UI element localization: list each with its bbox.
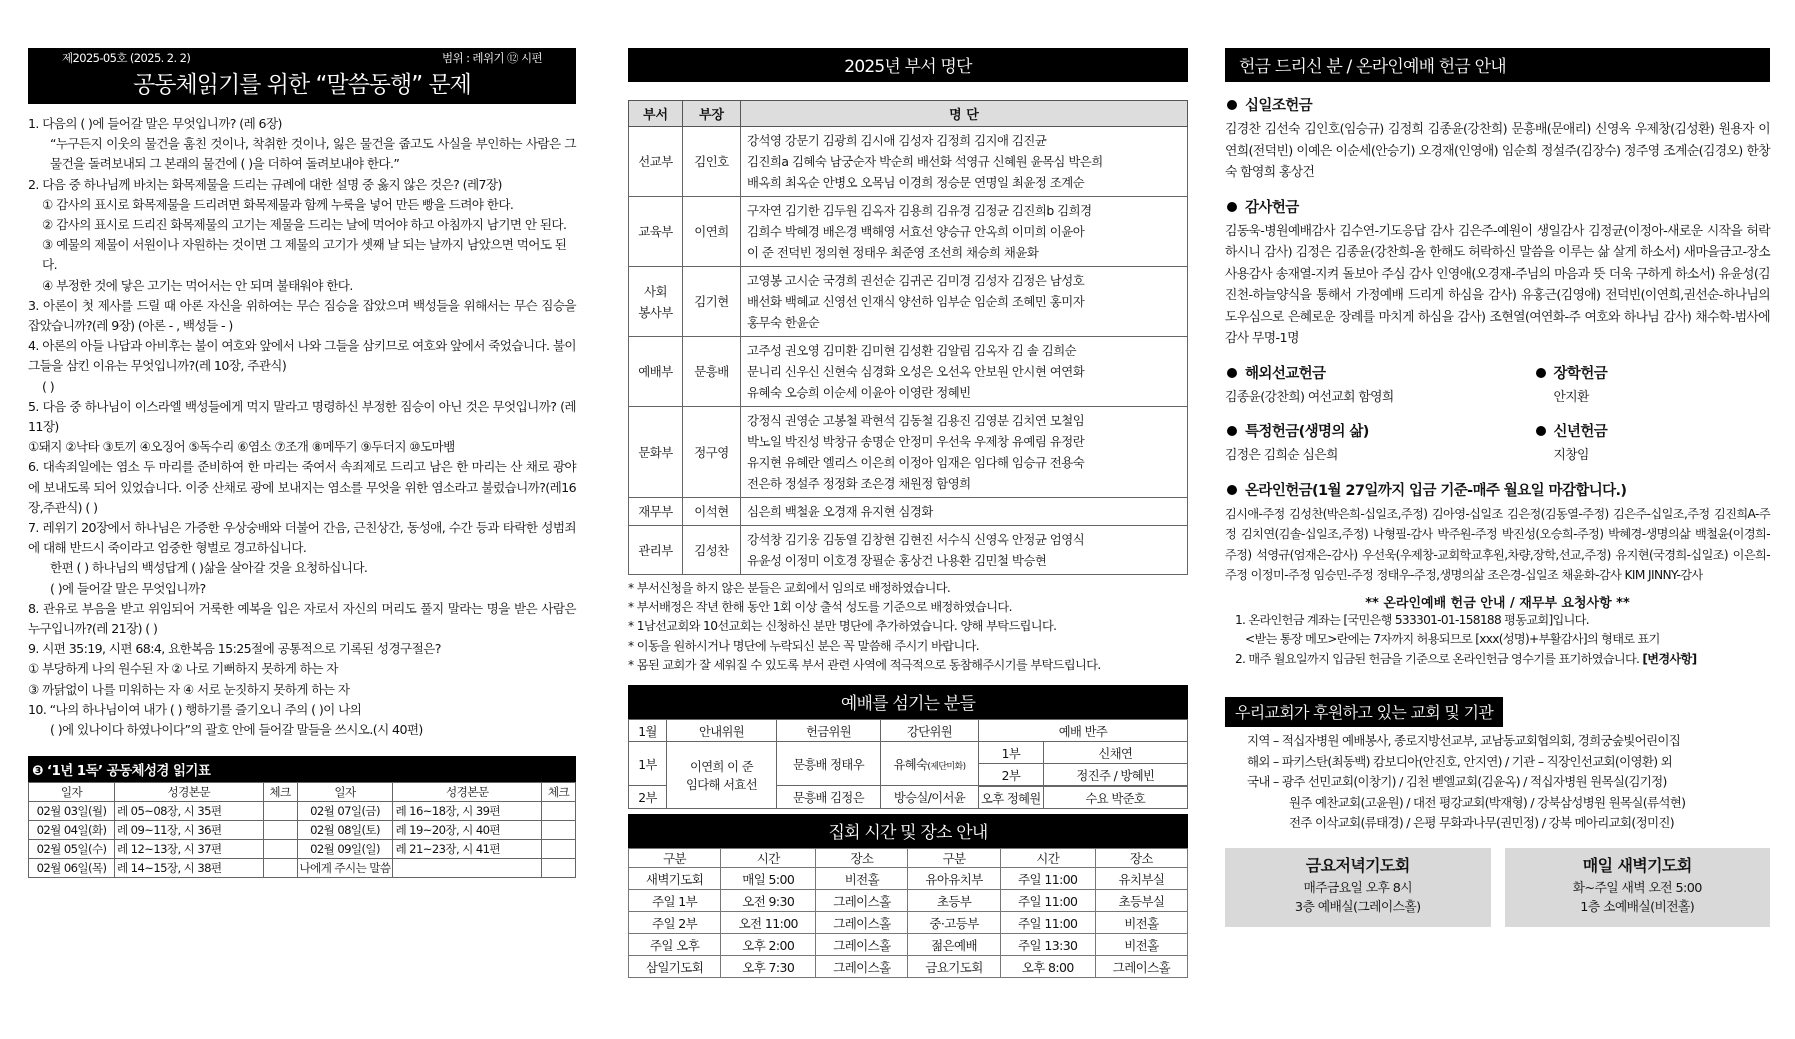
schedule-cell: 그레이스홀 (1095, 956, 1187, 978)
dept-name: 예배부 (629, 337, 683, 407)
plan-cell: 02월 04일(화) (29, 821, 115, 840)
schedule-cell: 주일 11:00 (1000, 912, 1095, 934)
support-domestic: 국내 – 광주 선민교회(이창기) / 김천 벧엘교회(김윤옥) / 적십자병원 원목실(김기정) (1247, 774, 1667, 789)
mission-scholar-row (1225, 350, 1770, 409)
question-10: 10. “나의 하나님이여 내가 ( ) 행하기를 즐기오니 주의 ( )이 나의 (28, 701, 362, 717)
tithe-heading (1225, 94, 1770, 115)
bullet-icon (1536, 426, 1546, 436)
plan-cell: 02월 06일(목) (29, 859, 115, 878)
plan-cell: 레 19~20장, 시 40편 (393, 821, 542, 840)
schedule-cell: 유아유치부 (908, 868, 1000, 890)
mission-heading-text: 해외선교헌금 (1245, 365, 1326, 382)
dept-head: 김인호 (683, 127, 741, 197)
member-line: 강석창 김기웅 김동열 김창현 김현진 서수식 신영옥 안정균 엄영식 (747, 532, 1085, 547)
member-line: 유지현 유혜란 엘리스 이은희 이정아 임재은 임다해 임승규 전용숙 (747, 455, 1085, 470)
acc-wednesday: 수요 박준호 (1043, 787, 1187, 809)
dawn-prayer-box (1505, 848, 1771, 927)
member-line: 배옥희 최옥순 안병오 오목님 이경희 정승문 연명일 최윤정 조계순 (747, 175, 1085, 190)
dept-row (629, 337, 1188, 407)
schedule-cell: 중·고등부 (908, 912, 1000, 934)
issue-number: 제2025-05호 (2025. 2. 2) (62, 51, 191, 65)
dept-members (741, 526, 1188, 575)
plan-cell (542, 840, 576, 859)
guide-header: 안내위원 (667, 720, 777, 742)
schedule-header: 장소 (1095, 849, 1187, 868)
question-9-options: ③ 까닭없이 나를 미워하는 자 ④ 서로 눈짓하지 못하게 하는 자 (28, 681, 350, 697)
dept-members (741, 197, 1188, 267)
question-2-option: ③ 예물의 제물이 서원이나 자원하는 것이면 그 제물의 고기가 셋째 날 되는 날까지 남았으면 먹어도 된다. (42, 237, 567, 273)
schedule-cell: 그레이스홀 (816, 890, 908, 912)
schedule-cell: 유치부실 (1095, 868, 1187, 890)
plan-header: 성경본문 (393, 783, 542, 802)
friday-prayer-time: 매주금요일 오후 8시 (1303, 880, 1413, 896)
dept-head: 김기현 (683, 267, 741, 337)
bullet-icon (1227, 426, 1237, 436)
schedule-header: 시간 (721, 849, 816, 868)
plan-cell: 레 09~11장, 시 36편 (115, 821, 264, 840)
online-heading (1225, 479, 1770, 500)
plan-cell: 02월 03일(월) (29, 802, 115, 821)
scholar-heading-text: 장학헌금 (1553, 365, 1608, 382)
new-year-heading-text: 신년헌금 (1553, 424, 1608, 440)
schedule-cell: 주일 2부 (629, 912, 721, 934)
department-list-title: 2025년 부서 명단 (628, 48, 1188, 82)
thanks-names: 김동욱-병원예배감사 김수연-기도응답 감사 김은주-예원이 생일감사 김정균(이정아-새로운 시작을 허락하시니 감사) 김정은 김종윤(강찬희-올 한해도 허락하신 말씀을 이루는 삶 살게 하소서) 새마을금고-장소사용감사 송재열-지켜 돌보아 주심 감사 인영애(오경재-주님의 마음과 뜻 더욱 구하게 하소서) 유윤성(김진천-하늘양식을 통해서 가정예배 드리게 하심을 감사) 유홍근(김영애) 전덕빈(이연희,권선순-하나님의 도우심으로 은혜로운 장례를 마치게 하심을 감사) 조현열(여연화-주 여호와 하나님 감사) 채수학-범사에 감사 무명-1명 (1225, 223, 1770, 346)
dept-head: 이연희 (683, 197, 741, 267)
friday-prayer-place: 3층 예배실(그레이스홀) (1294, 899, 1421, 915)
member-line: 홍무숙 한윤순 (747, 315, 820, 330)
question-1: 1. 다음의 ( )에 들어갈 말은 무엇입니까? (레 6장) (28, 116, 282, 131)
dept-name: 재무부 (629, 498, 683, 526)
question-7: 7. 레위기 20장에서 하나님은 가증한 우상숭배와 더불어 간음, 근친상간, 동성애, 수간 등과 타락한 성범죄에 대해 반드시 죽이라고 엄중한 형벌로 경고하십니다. (28, 520, 576, 556)
bullet-icon (1227, 485, 1237, 495)
plan-header: 일자 (297, 783, 393, 802)
note-line: * 몸된 교회가 잘 세워질 수 있도록 부서 관련 사역에 적극적으로 동참해주시기를 부탁드립니다. (628, 657, 1101, 672)
tithe-heading-text: 십일조헌금 (1245, 98, 1313, 114)
dept-row (629, 407, 1188, 498)
plan-header: 체크 (263, 783, 297, 802)
special-heading (1225, 420, 1498, 441)
dept-head: 김성찬 (683, 526, 741, 575)
dept-row (629, 498, 1188, 526)
question-2-option: ④ 부정한 것에 닿은 고기는 먹어서는 안 되며 불태워야 한다. (42, 277, 353, 293)
schedule-cell: 오후 8:00 (1000, 956, 1095, 978)
plan-row (29, 840, 576, 859)
dept-members (741, 127, 1188, 197)
note-line: * 1남선교회와 10선교회는 신청하신 분만 명단에 추가하였습니다. 양해 부탁드립니다. (628, 619, 1057, 634)
schedule-cell: 주일 1부 (629, 890, 721, 912)
schedule-cell: 삼일기도회 (629, 956, 721, 978)
plan-cell: 02월 09일(일) (297, 840, 393, 859)
offering-header: 헌금위원 (777, 720, 881, 742)
altar-1-note: (제단미화) (927, 761, 966, 772)
special-names: 김정은 김희순 심은희 (1225, 448, 1338, 463)
schedule-cell: 오후 2:00 (721, 934, 816, 956)
online-heading-text: 온라인헌금(1월 27일까지 입금 기준-매주 월요일 마감합니다.) (1245, 482, 1627, 499)
schedule-row (629, 868, 1188, 890)
schedule-cell: 새벽기도회 (629, 868, 721, 890)
service-1-label: 1부 (629, 742, 667, 786)
schedule-cell: 젊은예배 (908, 934, 1000, 956)
schedule-cell: 비전홀 (1095, 912, 1187, 934)
dept-row (629, 197, 1188, 267)
dept-head: 정구영 (683, 407, 741, 498)
schedule-cell: 초등부 (908, 890, 1000, 912)
dept-members (741, 498, 1188, 526)
offering-2: 문흥배 김정은 (777, 786, 881, 809)
question-2-option: ② 감사의 표시로 드리진 화목제물의 고기는 제물을 드리는 날에 먹어야 하고 아침까지 남기면 안 된다. (42, 217, 567, 233)
guide-names (667, 742, 777, 809)
altar-1 (881, 742, 979, 786)
member-line: 박노일 박진성 박창규 송명순 안정미 우선욱 우제창 유예림 유정란 (747, 434, 1085, 449)
schedule-cell: 그레이스홀 (816, 912, 908, 934)
question-5-options: ①돼지 ②낙타 ③토끼 ④오징어 ⑤독수리 ⑥염소 ⑦조개 ⑧메뚜기 ⑨두더지 ⑩도마뱀 (28, 439, 455, 455)
question-9-options: ① 부당하게 나의 원수된 자 ② 나로 기뻐하지 못하게 하는 자 (28, 661, 338, 677)
plan-cell: 레 05~08장, 시 35편 (115, 802, 264, 821)
member-line: 김희수 박혜경 배은경 백해영 서효선 양승규 안옥희 이미희 이윤아 (747, 224, 1085, 239)
dawn-prayer-title: 매일 새벽기도회 (1582, 855, 1692, 875)
schedule-cell: 주일 13:30 (1000, 934, 1095, 956)
plan-cell: 레 16~18장, 시 39편 (393, 802, 542, 821)
dawn-prayer-place: 1층 소예배실(비전홀) (1580, 899, 1695, 915)
plan-header: 체크 (542, 783, 576, 802)
dept-row (629, 127, 1188, 197)
member-line: 구자연 김기한 김두원 김옥자 김용희 김유경 김정균 김진희b 김희경 (747, 203, 1092, 218)
guide-line: 임다해 서효선 (686, 778, 757, 793)
thanks-heading-text: 감사헌금 (1245, 199, 1299, 216)
issue-header (28, 48, 576, 66)
plan-cell (263, 802, 297, 821)
member-line: 고주성 권오영 김미환 김미현 김성환 김알림 김옥자 김 솔 김희순 (747, 343, 1077, 358)
thanks-heading (1225, 196, 1770, 217)
bullet-icon (1227, 368, 1237, 378)
bullet-icon (1536, 368, 1546, 378)
online-guide-heading: ** 온라인예배 헌금 안내 / 재무부 요청사항 ** (1365, 595, 1630, 611)
month-cell: 1월 (629, 720, 667, 742)
altar-1-name: 유혜숙 (893, 757, 928, 772)
reading-range: 범위 : 레위기 ⑫ 시편 (442, 51, 542, 65)
mission-heading (1225, 362, 1498, 383)
plan-cell (542, 821, 576, 840)
quiz-title: 공동체읽기를 위한 “말씀동행” 문제 (28, 66, 576, 104)
question-4: 4. 아론의 아들 나답과 아비후는 불이 여호와 앞에서 나와 그들을 삼키므로 여호와 앞에서 죽었습니다. 불이 그들을 삼킨 이유는 무엇입니까?(레 10장, 주관식) (28, 338, 576, 374)
department-column (628, 48, 1188, 978)
schedule-cell: 오후 7:30 (721, 956, 816, 978)
offering-1: 문흥배 정태우 (777, 742, 881, 786)
support-list (1225, 731, 1770, 834)
support-overseas: 해외 – 파키스탄(최동백) 캄보디아(안진호, 안지연) / 기관 – 직장인선교회(이영환) 외 (1247, 753, 1673, 769)
schedule-table (628, 848, 1188, 978)
online-guide (1225, 611, 1770, 670)
dept-head: 문흥배 (683, 337, 741, 407)
tithe-names: 김경찬 김선숙 김인호(임승규) 김정희 김종윤(강찬희) 문흥배(문애리) 신영옥 우제창(김성환) 원용자 이연희(전덕빈) 이예은 이순세(안승기) 오경재(인영애) 임순희 정설주(김장수) 정주영 조계순(김경오) 한창숙 함영희 홍상건 (1225, 122, 1770, 180)
prayer-meetings (1225, 848, 1770, 927)
question-4-answer: ( ) (42, 378, 55, 394)
question-1-text: “누구든지 이웃의 물건을 훔친 것이나, 착취한 것이나, 잃은 물건을 줍고도 사실을 부인하는 사람은 그 물건을 돌려보내되 그 본래의 물건에 ( )을 더하여 돌려보내야 한다.” (50, 136, 576, 172)
plan-cell: 02월 07일(금) (297, 802, 393, 821)
acc-1-name: 신채연 (1043, 742, 1187, 764)
member-line: 고영봉 고시순 국경희 권선순 김귀곤 김미경 김성자 김정은 남성호 (747, 273, 1085, 288)
plan-cell: 레 21~23장, 시 41편 (393, 840, 542, 859)
schedule-header: 장소 (816, 849, 908, 868)
member-line: 배선화 백혜교 신영선 인재식 양선하 임부순 임순희 조혜민 홍미자 (747, 294, 1085, 309)
schedule-title: 집회 시간 및 장소 안내 (628, 814, 1188, 848)
plan-header: 일자 (29, 783, 115, 802)
dept-name: 선교부 (629, 127, 683, 197)
member-line: 김진희a 김혜숙 남궁순자 박순희 배선화 석영규 신혜원 윤목심 박은희 (747, 154, 1103, 169)
schedule-cell: 금요기도회 (908, 956, 1000, 978)
dept-row (629, 526, 1188, 575)
member-line: 유윤성 이정미 이호경 장필순 홍상건 나용환 김민철 박승현 (747, 553, 1047, 568)
guide-line-1: 1. 온라인헌금 계좌는 [국민은행 533301-01-158188 평동교회]입니다. (1235, 612, 1589, 627)
dept-name: 교육부 (629, 197, 683, 267)
service-2-label: 2부 (629, 786, 667, 809)
reading-plan-table (28, 782, 576, 878)
schedule-header: 구분 (629, 849, 721, 868)
guide-line: 이연희 이 준 (689, 760, 753, 775)
bullet-icon (1227, 202, 1237, 212)
bullet-icon (1227, 100, 1237, 110)
schedule-cell: 그레이스홀 (816, 956, 908, 978)
altar-header: 강단위원 (881, 720, 979, 742)
schedule-row (629, 912, 1188, 934)
note-line: * 부서신청을 하지 않은 분들은 교회에서 임의로 배정하였습니다. (628, 581, 951, 595)
head-header: 부장 (683, 101, 741, 127)
plan-cell: 02월 08일(토) (297, 821, 393, 840)
friday-prayer-title: 금요저녁기도회 (1305, 855, 1410, 875)
special-new-row (1225, 408, 1770, 467)
support-domestic: 원주 예찬교회(고윤원) / 대전 평강교회(박재형) / 강북삼성병원 원목실(류석현) (1289, 794, 1686, 810)
dept-name: 관리부 (629, 526, 683, 575)
schedule-row (629, 956, 1188, 978)
plan-cell (542, 859, 576, 878)
quiz-questions (28, 114, 576, 740)
dawn-prayer-time: 화~주일 새벽 오전 5:00 (1572, 880, 1702, 896)
schedule-cell: 그레이스홀 (816, 934, 908, 956)
schedule-cell: 오전 11:00 (721, 912, 816, 934)
plan-cell (263, 840, 297, 859)
acc-2-name: 정진주 / 방혜빈 (1043, 764, 1187, 786)
plan-cell (263, 821, 297, 840)
dept-members (741, 407, 1188, 498)
plan-cell: 02월 05일(수) (29, 840, 115, 859)
servers-title: 예배를 섬기는 분들 (628, 685, 1188, 719)
acc-afternoon: 오후 정혜원 (979, 787, 1044, 809)
plan-cell (393, 859, 542, 878)
question-2-option: ① 감사의 표시로 화목제물을 드리려면 화목제물과 함께 누룩을 넣어 만든 빵을 드려야 한다. (42, 196, 514, 212)
names-header: 명 단 (741, 101, 1188, 127)
friday-prayer-box (1225, 848, 1491, 927)
guide-line-2-change: [변경사항] (1642, 651, 1697, 666)
note-line: * 이동을 원하시거나 명단에 누락되신 분은 꼭 말씀해 주시기 바랍니다. (628, 638, 980, 653)
dept-name: 사회 봉사부 (629, 267, 683, 337)
schedule-cell: 매일 5:00 (721, 868, 816, 890)
question-10-text: ( )에 있나이다 하였나이다”의 괄호 안에 들어갈 말들을 쓰시오.(시 40편) (50, 722, 423, 738)
offering-title: 헌금 드리신 분 / 온라인예배 헌금 안내 (1225, 48, 1770, 82)
schedule-header: 시간 (1000, 849, 1095, 868)
support-title: 우리교회가 후원하고 있는 교회 및 기관 (1225, 697, 1503, 727)
acc-1-label: 1부 (979, 742, 1044, 764)
schedule-cell: 주일 오후 (629, 934, 721, 956)
plan-cell: 레 14~15장, 시 38편 (115, 859, 264, 878)
member-line: 전은하 정설주 정정화 조은경 채원정 함영희 (747, 476, 971, 491)
guide-line-2 (1235, 650, 1770, 670)
reading-plan-title: ❸ ‘1년 1독’ 공동체성경 읽기표 (28, 756, 576, 782)
schedule-cell: 주일 11:00 (1000, 890, 1095, 912)
dept-row (629, 267, 1188, 337)
special-heading-text: 특정헌금(생명의 삶) (1245, 424, 1369, 440)
plan-cell (542, 802, 576, 821)
question-9: 9. 시편 35:19, 시편 68:4, 요한복음 15:25절에 공통적으로 기록된 성경구절은? (28, 641, 441, 657)
dept-name: 문화부 (629, 407, 683, 498)
schedule-row (629, 890, 1188, 912)
plan-cell: 나에게 주시는 말씀 (297, 859, 393, 878)
schedule-cell: 비전홀 (816, 868, 908, 890)
plan-row (29, 821, 576, 840)
schedule-cell: 주일 11:00 (1000, 868, 1095, 890)
schedule-cell: 오전 9:30 (721, 890, 816, 912)
dept-head: 이석현 (683, 498, 741, 526)
plan-cell (263, 859, 297, 878)
scholar-names: 안지환 (1553, 389, 1589, 405)
dept-header: 부서 (629, 101, 683, 127)
offering-column (1225, 48, 1770, 927)
schedule-row (629, 934, 1188, 956)
plan-row (29, 859, 576, 878)
member-line: 심은희 백철윤 오경재 유지현 심경화 (747, 504, 933, 519)
note-line: * 부서배정은 작년 한해 동안 1회 이상 출석 성도를 기준으로 배정하였습니다. (628, 600, 1012, 615)
question-8: 8. 관유로 부음을 받고 위임되어 거룩한 예복을 입은 자로서 자신의 머리도 풀지 말라는 명을 받은 사람은 누구입니까?(레 21장) ( ) (28, 600, 576, 637)
support-domestic: 전주 이삭교회(류태경) / 은평 무화과나무(권민정) / 강북 메아리교회(정미진) (1289, 815, 1674, 830)
accompany-header: 예배 반주 (979, 720, 1188, 742)
question-2: 2. 다음 중 하나님께 바치는 화목제물을 드리는 규례에 대한 설명 중 옳지 않은 것은? (레7장) (28, 176, 502, 192)
member-line: 강정식 권영순 고봉철 곽현석 김동철 김용진 김영분 김치연 모철임 (747, 413, 1085, 428)
new-year-heading (1534, 420, 1771, 441)
plan-header: 성경본문 (115, 783, 264, 802)
altar-2: 방승실/이서윤 (881, 786, 979, 809)
dept-members (741, 337, 1188, 407)
question-7-text: 한편 ( ) 하나님의 백성답게 ( )삶을 살아갈 것을 요청하십니다. (50, 560, 368, 576)
scholar-heading (1534, 362, 1771, 383)
schedule-cell: 비전홀 (1095, 934, 1187, 956)
online-names: 김시애-주정 김성찬(박은희-십일조,주정) 김아영-십일조 김은정(김동열-주정) 김은주-십일조,주정 김진희A-주정 김치연(김솔-십일조,주정) 나형필-감사 박주원-주정 박진성(오승희-주정) 박혜경-생명의삶 백철윤(이경희-주정) 석영규(엄재은-감사) 우선욱(우제창-교회학교후원,차량,장학,선교,주정) 유지현(국경희-십일조) 이은희-주정 이정미-주정 임승민-주정 정태우-주정,생명의삶 조은경-십일조 채윤화-감사 KIM JINNY-감사 (1225, 506, 1770, 582)
question-6: 6. 대속죄일에는 염소 두 마리를 준비하여 한 마리는 죽여서 속죄제로 드리고 남은 한 마리는 산 채로 광야에 보내도록 되어 있었습니다. 이중 산채로 광에 보내지는 염소를 무엇을 위한 염소라고 불렀습니까?(레16장,주관식) ( ) (28, 459, 576, 515)
question-7-text: ( )에 들어갈 말은 무엇입니까? (50, 580, 206, 596)
schedule-header: 구분 (908, 849, 1000, 868)
member-line: 이 준 전덕빈 정의현 정태우 최준영 조선희 채승희 채윤화 (747, 245, 1039, 260)
guide-line-1b: <받는 통장 메모>란에는 7자까지 허용되므로 [xxx(성명)+부활감사]의 형태로 표기 (1245, 632, 1660, 646)
new-year-names: 지창임 (1553, 448, 1589, 463)
member-line: 문니리 신우신 신현숙 심경화 오성은 오선옥 안보원 안시현 여연화 (747, 364, 1085, 379)
schedule-cell: 초등부실 (1095, 890, 1187, 912)
support-local: 지역 – 적십자병원 예배봉사, 종로지방선교부, 교남동교회협의회, 경희궁숲빛어린이집 (1247, 733, 1681, 748)
member-line: 강석영 강문기 김광희 김시애 김성자 김정희 김지애 김진균 (747, 133, 1047, 148)
quiz-column (28, 48, 576, 878)
question-5: 5. 다음 중 하나님이 이스라엘 백성들에게 먹지 말라고 명령하신 부정한 짐승이 아닌 것은 무엇입니까? (레 11장) (28, 398, 576, 435)
guide-line-2-text: 2. 매주 월요일까지 입금된 헌금을 기준으로 온라인헌금 영수기를 표기하였습니다. (1235, 651, 1640, 666)
department-table (628, 100, 1188, 575)
question-3: 3. 아론이 첫 제사를 드릴 때 아론 자신을 위하여는 무슨 짐승을 잡았으며 백성들을 위해서는 무슨 짐승을 잡았습니까?(레 9장) (아론 - , 백성들 - ) (28, 297, 576, 334)
mission-names: 김종윤(강찬희) 여선교회 함영희 (1225, 389, 1394, 405)
dept-members (741, 267, 1188, 337)
servers-table (628, 719, 1188, 809)
plan-cell: 레 12~13장, 시 37편 (115, 840, 264, 859)
department-notes (628, 579, 1188, 675)
plan-row (29, 802, 576, 821)
member-line: 유혜숙 오승희 이순세 이윤아 이영란 정혜빈 (747, 385, 971, 400)
acc-2-label: 2부 (979, 764, 1044, 786)
